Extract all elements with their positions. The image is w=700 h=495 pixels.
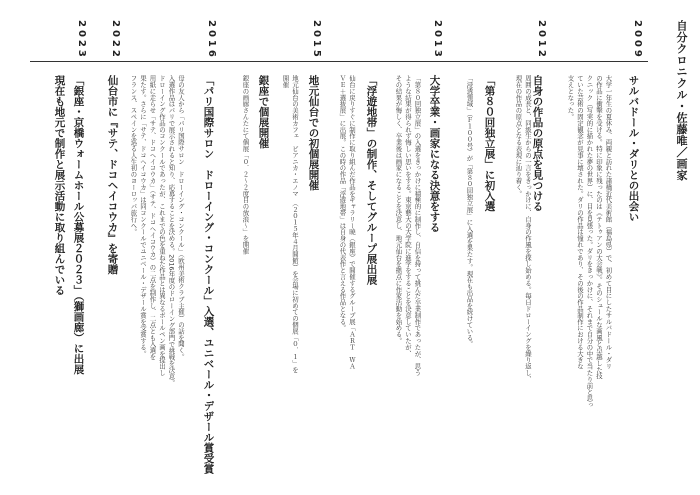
entry-heading: 現在も地元で制作と展示活動に取り組んでいる (53, 75, 66, 296)
year-2015: 2015 (311, 20, 322, 60)
entry-heading: 仙台市に『サテ、ドコヘイコウカ』を寄贈 (106, 75, 119, 275)
year-2009: 2009 (632, 20, 643, 60)
entry-body: 周囲の成長と、同級生からの一言をきっかけに、自身の作風を探し始める。毎日ドローイングを繰り返し、 現在の作品の原点となる表現に辿り着く。 (514, 75, 532, 383)
entry-heading: 銀座で個展開催 (257, 75, 270, 149)
year-2012: 2012 (536, 20, 547, 60)
entry-body: 銀座の画廊さんたにて個展「０．２〜２度目の放浪〜」を開催 (241, 75, 250, 255)
year-2016: 2016 (206, 20, 217, 60)
entry-heading: 「銀座・京橋ウォームホール公募展２０２３」（獅画廊）に出展 (72, 75, 85, 375)
year-2013: 2013 (432, 20, 443, 60)
entry-heading: 地元仙台での初個展開催 (307, 75, 320, 191)
entry-body: 大学一年生の夏休み、両親と訪れた諸橋近代美術館（福島県）で、初めて目にしたサルバドール・ダリ の作品に衝撃を受ける。特に印象に残ったのは《テトゥアンの大会戦》。そのシュールな画風と卓越した技 クニック（写実的に描かれた夢の世界）に、目を見張った。ダリをきっかけに、それまで自分の中で当たり前と思っ ていた芸術の固定観念が見事に壊された。ダリの作品は憧れであり、その後の作品制作における大きな 支えとなった。 (566, 75, 613, 408)
entry-body: 地元仙台の美術カフェ ピアニカ・エノマ （２０１５年４月開館）を会場に初めての個展「０．１」を 開催 (281, 75, 299, 373)
entry-heading: 「第８０回独立展」に初入選 (483, 75, 496, 212)
entry-heading: サルバドール・ダリとの出会い (627, 75, 640, 222)
document-title: 自分クロニクル・佐藤唯／画家 (675, 20, 688, 181)
header-divider (30, 61, 648, 62)
year-2023: 2023 (76, 20, 87, 60)
entry-heading: 「浮遊地帯」の制作、そしてグループ展出展 (365, 75, 378, 285)
year-2022: 2022 (110, 20, 121, 60)
entry-body: 仙台に戻りすぐに制作に取り組んだ作品をギャラリー暁（銀座）で開催するグループ展「ＡＲＴ ＷＡ ＶＥ＋選抜展」に出展。この時の作品「浮遊地帯」は自身の代表作と言える作品となる。 (338, 75, 356, 370)
entry-heading: 自身の作品の原点を見つける (531, 75, 544, 212)
entry-body: 「第８０回独立展」の入選をきっかけに積極的に制作し、自信を持って挑んだ卒業制作であったが、思う ような結果が得られず悔しい思いをする。東京藝大の大学院に進学をすることを決意していたが、 その結果が悔しく、卒業後は画家になることを決意し、地元仙台を拠点に作家活動を始める。 (394, 75, 422, 376)
entry-body: 母の友人から「パリ国際サロン ドローイング・コンクール」（欧州美術クラブ主催）の話を聞く。 入選作品はパリで展示されると知り、応募することを決める。2016年度のドローイング部門で挑戦を決意。 ドローイング作品のコンクールであったが、これまでの色を重ねた作品とは異なるボールペン画を提出し 用紙に走らせ「サテ、ドコヘイコウカ」（サテ、ドコヘイコウカ）の二点を制作し、二点とも入選を 果たす。さらに「サテ、ドコヘイコウカ」は同コンクールでユニベール・デザール賞を受賞する。 フランス、スペインを巡る人生初のヨーロッパ旅行へ。 (129, 75, 185, 386)
entry-heading: 大学卒業・画家になる決意をする (428, 75, 441, 233)
entry-body: 「浸透領域」（Ｆ１００号）が「第８０回独立展」に入選を果たす。現在も出品を続けている。 (465, 75, 474, 347)
entry-heading: 「パリ国際サロン ドローイング・コンクール」入選、ユニベール・デザール賞受賞 (202, 75, 215, 474)
